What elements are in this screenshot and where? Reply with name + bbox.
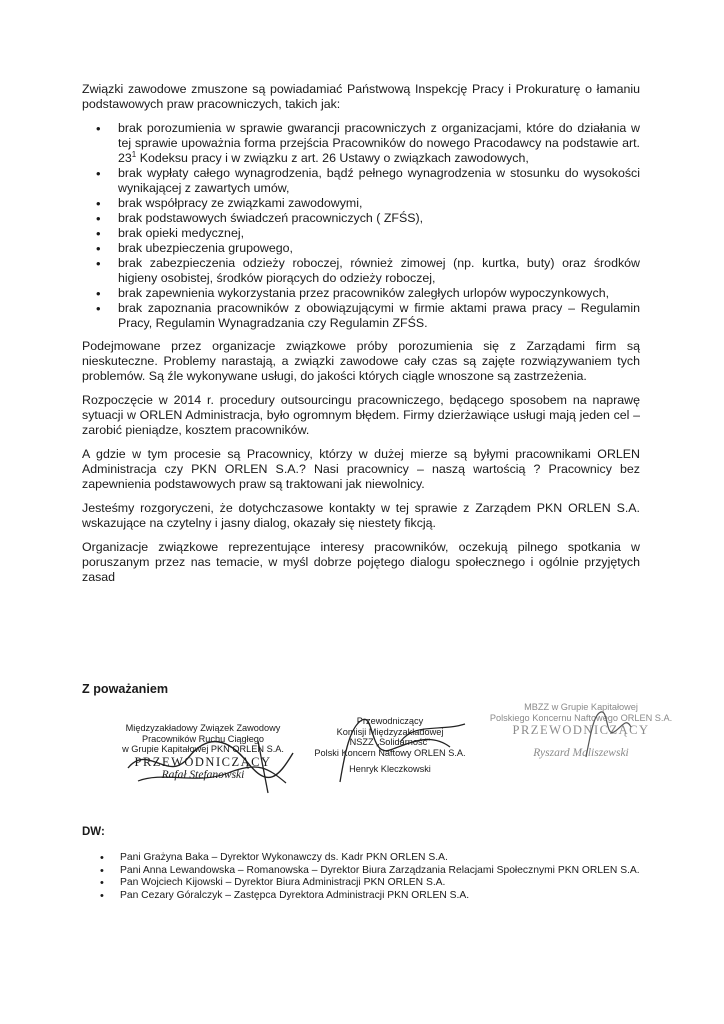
stamp-name: Ryszard Maliszewski <box>533 746 629 759</box>
stamp-line: Komisji Międzyzakładowej <box>336 726 444 737</box>
signature-stamp-solidarnosc <box>300 716 480 775</box>
stamp-name: Henryk Kleczkowski <box>349 764 431 774</box>
signature-stamp-mzz <box>108 723 298 781</box>
stamp-name: Rafał Stefanowski <box>161 769 245 781</box>
list-item: • Pani Grażyna Baka – Dyrektor Wykonawczy ds. Kadr PKN ORLEN S.A. <box>98 852 658 865</box>
body-paragraph: Jesteśmy rozgoryczeni, że dotychczasowe kontakty w tej sprawie z Zarządem PKN ORLEN S.A. wskazujące na czytelny i jasny dialog, okazały się niestety fikcją. <box>82 501 640 530</box>
stamp-line: Polskiego Koncernu Naftowego ORLEN S.A. <box>489 712 673 723</box>
list-item: • brak zapoznania pracowników z obowiązującymi w firmie aktami prawa pracy – Regulamin Pracy, Regulamin Wynagradzania czy Regulamin ZFŚS. <box>82 301 640 331</box>
list-item: • brak współpracy ze związkami zawodowymi, <box>82 196 640 211</box>
stamp-line: NSZZ „Solidarność" <box>349 737 431 747</box>
list-item: • Pani Anna Lewandowska – Romanowska – Dyrektor Biura Zarządzania Relacjami Społecznymi PKN ORLEN S.A. <box>98 865 658 878</box>
body-paragraph: Podejmowane przez organizacje związkowe próby porozumienia się z Zarządami firm są nieskuteczne. Problemy narastają, a związki zawodowe cały czas są zajęte rozwiązywaniem tych problemów. Są źle wykonywane usługi, do jakości których ciągle wnoszone są zastrzeżenia. <box>82 339 640 383</box>
intro-paragraph: Związki zawodowe zmuszone są powiadamiać Państwową Inspekcję Pracy i Prokuraturę o łamaniu podstawowych praw pracowniczych, takich jak: <box>82 82 640 111</box>
list-item: • brak wypłaty całego wynagrodzenia, bądź pełnego wynagrodzenia w stosunku do wysokości wynikającej z zawartych umów, <box>82 166 640 196</box>
list-item: • brak porozumienia w sprawie gwarancji pracowniczych z organizacjami, które do działania w tej sprawie upoważnia forma przejścia Pracowników do nowego Pracodawcy na podstawie art. $23^1$ Kodeksu pracy i w związku z art. 26 Ustawy o związkach zawodowych, <box>82 121 640 166</box>
body-paragraph: A gdzie w tym procesie są Pracownicy, którzy w dużej mierze są byłymi pracownikami ORLEN Administracja czy PKN ORLEN S.A.? Nasi pracownicy – naszą wartością ? Pracownicy bez zapewnienia podstawowych praw są traktowani jak niewolnicy. <box>82 447 640 491</box>
letter-body <box>82 82 640 594</box>
dw-label: DW: <box>82 826 105 838</box>
list-item: • brak podstawowych świadczeń pracowniczych ( ZFŚS), <box>82 211 640 226</box>
body-paragraph: Rozpoczęcie w 2014 r. procedury outsourcingu pracowniczego, będącego sposobem na naprawę sytuacji w ORLEN Administracja, było ogromnym błędem. Firmy dzierżawiące usługi mają jeden cel – zarobić pieniądze, kosztem pracowników. <box>82 393 640 437</box>
stamp-line: w Grupie Kapitałowej PKN ORLEN S.A. <box>122 744 284 754</box>
stamp-title: PRZEWODNICZĄCY <box>134 754 272 769</box>
distribution-list <box>98 852 658 902</box>
signature-stamp-mbzz <box>486 702 676 758</box>
body-paragraph: Organizacje związkowe reprezentujące interesy pracowników, oczekują pilnego spotkania w poruszanym przez nas temacie, w myśl dobrze pojętego dialogu społecznego i ogólnie przyjętych zasad <box>82 540 640 584</box>
stamp-line: Przewodniczący <box>356 716 424 726</box>
list-item: • brak zapewnienia wykorzystania przez pracowników zaległych urlopów wypoczynkowych, <box>82 286 640 301</box>
list-item: • brak ubezpieczenia grupowego, <box>82 241 640 256</box>
stamp-line: MBZZ w Grupie Kapitałowej <box>524 702 638 712</box>
stamp-line: Pracowników Ruchu Ciągłego <box>141 733 265 744</box>
stamp-line: Międzyzakładowy Związek Zawodowy <box>125 723 281 733</box>
stamp-line: Polski Koncern Naftowy ORLEN S.A. <box>314 747 466 758</box>
list-item: • brak zabezpieczenia odzieży roboczej, również zimowej (np. kurtka, buty) oraz środków higieny osobistej, środków piorących do odzieży roboczej, <box>82 256 640 286</box>
list-item: • brak opieki medycznej, <box>82 226 640 241</box>
closing-salutation: Z poważaniem <box>82 682 169 696</box>
stamp-title: PRZEWODNICZĄCY <box>512 723 650 737</box>
list-item: • Pan Cezary Góralczyk – Zastępca Dyrektora Administracji PKN ORLEN S.A. <box>98 890 658 903</box>
list-item: • Pan Wojciech Kijowski – Dyrektor Biura Administracji PKN ORLEN S.A. <box>98 877 658 890</box>
violations-list <box>82 121 640 331</box>
